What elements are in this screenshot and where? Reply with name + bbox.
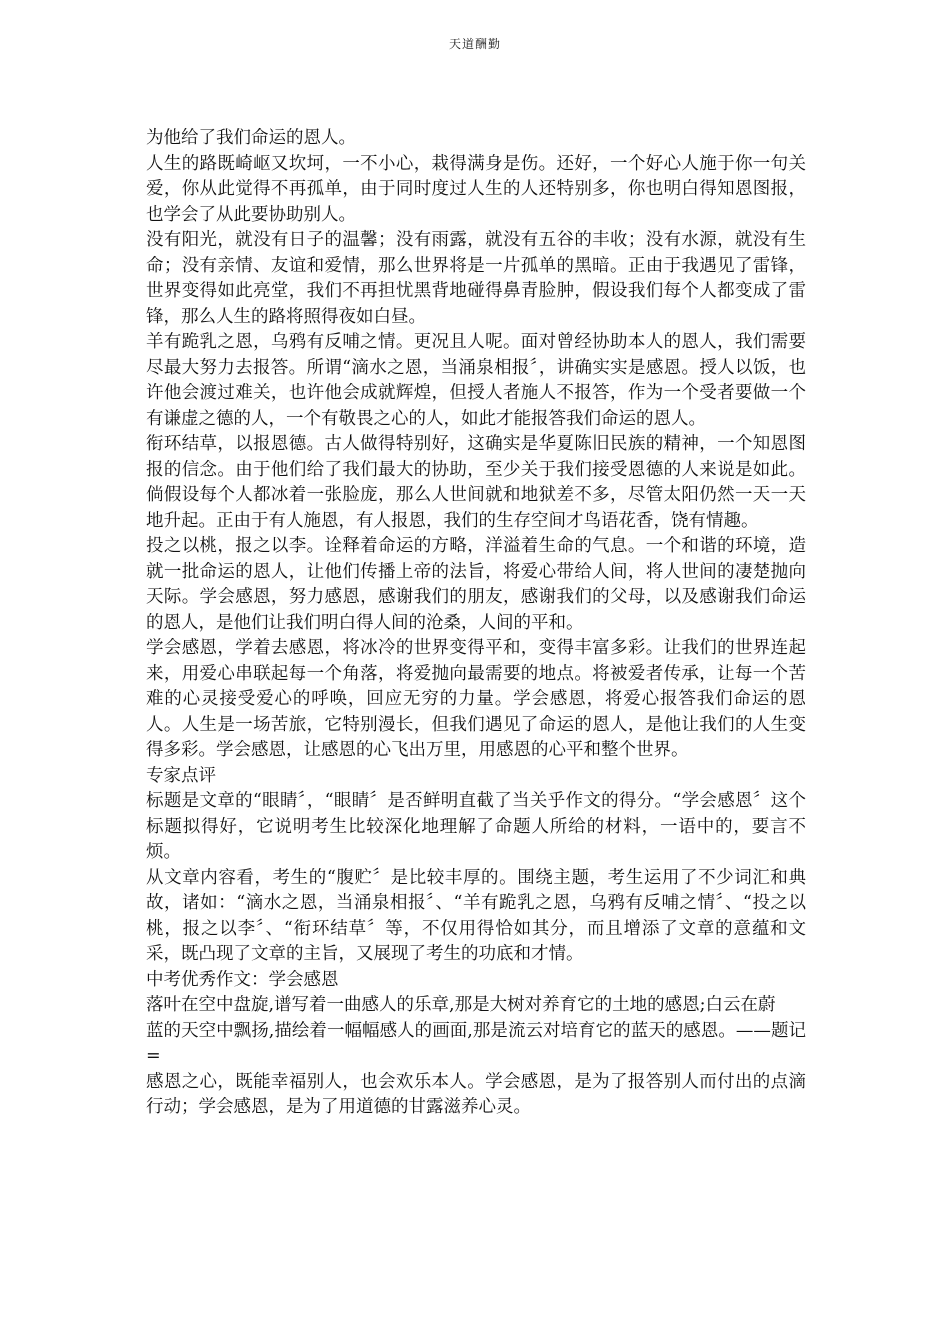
paragraph: 标题是文章的“眼睛〞，“眼睛〞是否鲜明直截了当关乎作文的得分。“学会感恩〞这个标题拟得好，它说明考生比较深化地理解了命题人所给的材料，一语中的，要言不烦。 [146,791,806,862]
document-body [146,126,806,1121]
paragraph: 学会感恩，学着去感恩，将冰冷的世界变得平和，变得丰富多彩。让我们的世界连起来，用爱心串联起每一个角落，将爱抛向最需要的地点。将被爱者传承，让每一个苦难的心灵接受爱心的呼唤，回应无穷的力量。学会感恩，将爱心报答我们命运的恩人。人生是一场苦旅，它特别漫长，但我们遇见了命运的恩人，是他让我们的人生变得多彩。学会感恩，让感恩的心飞出万里，用感恩的心平和整个世界。 [146,638,806,760]
paragraph: 为他给了我们命运的恩人。 [146,128,356,148]
paragraph: 羊有跪乳之恩，乌鸦有反哺之情。更况且人呢。面对曾经协助本人的恩人，我们需要尽最大努力去报答。所谓“滴水之恩，当涌泉相报〞，讲确实实是感恩。授人以饭，也许他会渡过难关，也许他会成就辉煌，但授人者施人不报答，作为一个受者要做一个有谦虚之德的人，一个有敬畏之心的人，如此才能报答我们命运的恩人。 [146,332,806,429]
paragraph: 感恩之心，既能幸福别人，也会欢乐本人。学会感恩，是为了报答别人而付出的点滴行动；学会感恩，是为了用道德的甘露滋养心灵。 [146,1071,806,1117]
section-heading-essay-title: 中考优秀作文：学会感恩 [146,969,339,990]
paragraph: 没有阳光，就没有日子的温馨；没有雨露，就没有五谷的丰收；没有水源，就没有生命；没有亲情、友谊和爱情，那么世界将是一片孤单的黑暗。正由于我遇见了雷锋，世界变得如此亮堂，我们不再担忧黑背地碰得鼻青脸肿，假设我们每个人都变成了雷锋，那么人生的路将照得夜如白昼。 [146,230,806,327]
paragraph: 落叶在空中盘旋,谱写着一曲感人的乐章,那是大树对养育它的土地的感恩;白云在蔚 [146,995,776,1015]
paragraph: 衔环结草，以报恩德。古人做得特别好，这确实是华夏陈旧民族的精神，一个知恩图报的信念。由于他们给了我们最大的协助，至少关于我们接受恩德的人来说是如此。倘假设每个人都冰着一张脸庞，那么人世间就和地狱差不多，尽管太阳仍然一天一天地升起。正由于有人施恩，有人报恩，我们的生存空间才鸟语花香，饶有情趣。 [146,434,806,531]
page-header: 天道酬勤 [448,37,501,51]
section-heading-expert-review: 专家点评 [146,765,216,786]
paragraph: 人生的路既崎岖又坎坷，一不小心，栽得满身是伤。还好，一个好心人施于你一句关爱，你从此觉得不再孤单，由于同时度过人生的人还特别多，你也明白得知恩图报，也学会了从此要协助别人。 [146,153,806,225]
paragraph: 投之以桃，报之以李。诠释着命运的方略，洋溢着生命的气息。一个和谐的环境，造就一批命运的恩人，让他们传播上帝的法旨，将爱心带给人间，将人世间的凄楚抛向天际。学会感恩，努力感恩，感谢我们的朋友，感谢我们的父母，以及感谢我们命运的恩人，是他们让我们明白得人间的沧桑，人间的平和。 [146,536,806,633]
paragraph: 从文章内容看，考生的“腹贮〞是比较丰厚的。围绕主题，考生运用了不少词汇和典故，诸如：“滴水之恩，当涌泉相报〞、“羊有跪乳之恩，乌鸦有反哺之情〞、“投之以桃，报之以李〞、“衔环结草〞等，不仅用得恰如其分，而且增添了文章的意蕴和文采，既凸现了文章的主旨，又展现了考生的功底和才情。 [146,867,806,964]
paragraph: 蓝的天空中飘扬,描绘着一幅幅感人的画面,那是流云对培育它的蓝天的感恩。——题记= [146,1020,806,1066]
